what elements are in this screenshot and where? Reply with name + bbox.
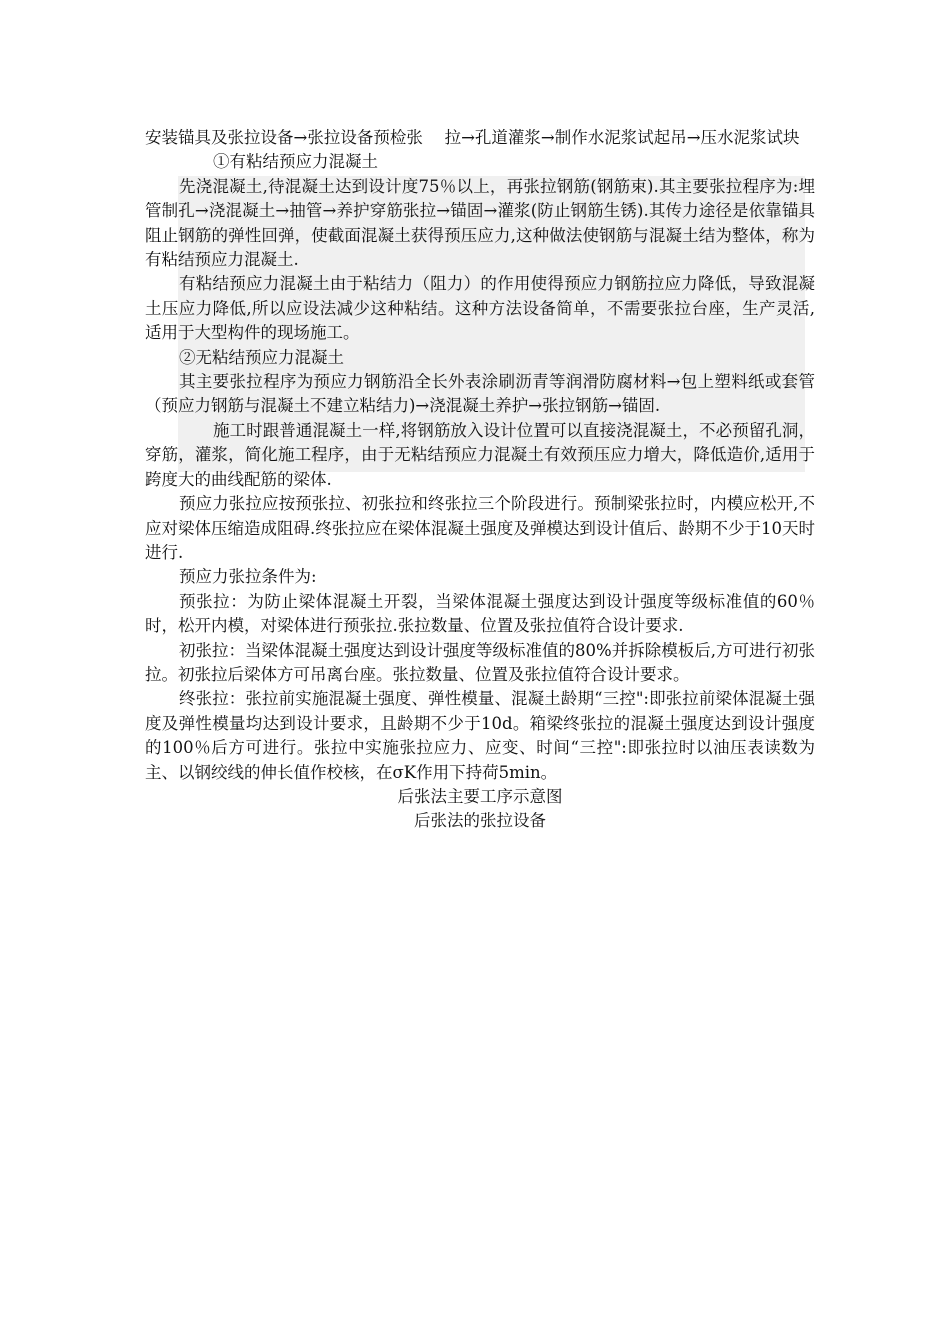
paragraph-unbonded-procedure: 其主要张拉程序为预应力钢筋沿全长外表涂刷沥青等润滑防腐材料→包上塑料纸或套管（预应力钢筋与混凝土不建立粘结力)→浇混凝土养护→张拉钢筋→锚固. [145,372,815,416]
paragraph-process-sequence: 安装锚具及张拉设备→张拉设备预检张 拉→孔道灌浆→制作水泥浆试起吊→压水泥浆试块 [145,128,800,147]
caption-tensioning-equipment: 后张法的张拉设备 [414,811,546,831]
paragraph-pre-tensioning: 预张拉：为防止梁体混凝土开裂，当梁体混凝土强度达到设计强度等级标准值的60％时，松开内模，对梁体进行预张拉.张拉数量、位置及张拉值符合设计要求. [145,591,815,636]
paragraph-tensioning-conditions: 预应力张拉条件为: [179,567,317,587]
paragraph-tensioning-stages: 预应力张拉应按预张拉、初张拉和终张拉三个阶段进行。预制梁张拉时，内模应松开,不应对梁体压缩造成阻碍.终张拉应在梁体混凝土强度及弹模达到设计值后、龄期不少于10天时进行. [145,494,815,562]
heading-unbonded-prestressed-concrete: ②无粘结预应力混凝土 [179,347,344,367]
paragraph-final-tensioning: 终张拉：张拉前实施混凝土强度、弹性模量、混凝土龄期“三控":即张拉前梁体混凝土强度及弹性模量均达到设计要求，且龄期不少于10d。箱梁终张拉的混凝土强度达到设计强度的100％后方可进行。张拉中实施张拉应力、应变、时间“三控":即张拉时以油压表读数为主、以钢绞线的伸长值作校核，在σK作用下持荷5min。 [145,689,815,782]
caption-post-tensioning-process: 后张法主要工序示意图 [397,786,563,806]
document-body [145,126,815,834]
paragraph-unbonded-construction: 施工时跟普通混凝土一样,将钢筋放入设计位置可以直接浇混凝土，不必预留孔洞，穿筋，灌浆，简化施工程序，由于无粘结预应力混凝土有效预压应力增大，降低造价,适用于跨度大的曲线配筋的梁体. [145,420,815,489]
heading-bonded-prestressed-concrete: ①有粘结预应力混凝土 [213,152,378,172]
paragraph-bonded-procedure: 先浇混凝土,待混凝土达到设计度75％以上，再张拉钢筋(钢筋束).其主要张拉程序为:埋管制孔→浇混凝土→抽管→养护穿筋张拉→锚固→灌浆(防止钢筋生锈).其传力途径是依靠锚具阻止钢筋的弹性回弹，使截面混凝土获得预压应力,这种做法使钢筋与混凝土结为整体，称为有粘结预应力混凝土. [145,176,815,270]
paragraph-bonded-characteristics: 有粘结预应力混凝土由于粘结力（阻力）的作用使得预应力钢筋拉应力降低，导致混凝土压应力降低,所以应设法减少这种粘结。这种方法设备简单，不需要张拉台座，生产灵活,适用于大型构件的现场施工。 [145,274,815,343]
paragraph-initial-tensioning: 初张拉：当梁体混凝土强度达到设计强度等级标准值的80%并拆除模板后,方可进行初张拉。初张拉后梁体方可吊离台座。张拉数量、位置及张拉值符合设计要求。 [145,640,815,684]
